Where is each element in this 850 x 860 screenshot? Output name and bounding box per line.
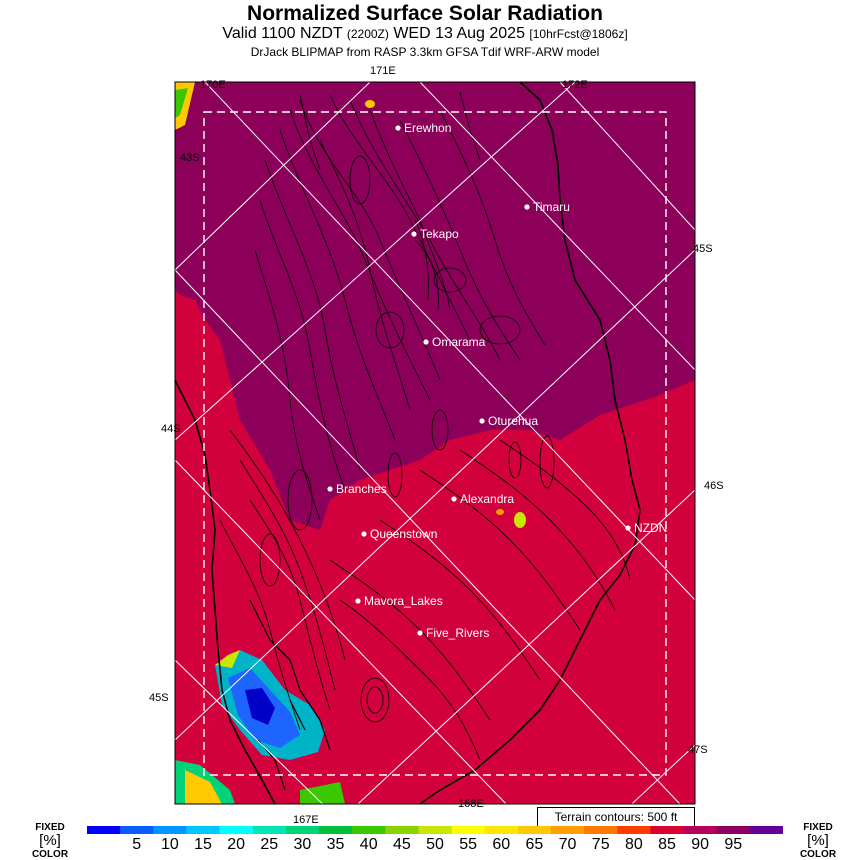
- site-dot-omarama: [423, 339, 428, 344]
- colorbar-tick-label: 35: [326, 836, 345, 853]
- site-dot-five-rivers: [417, 630, 422, 635]
- colorbar-tick-label: 60: [492, 836, 511, 853]
- colorbar-swatch: [518, 826, 552, 834]
- site-label: Erewhon: [404, 121, 452, 135]
- colorbar-swatch: [452, 826, 486, 834]
- site-dot-timaru: [524, 204, 529, 209]
- colorbar-swatch: [87, 826, 121, 834]
- site-label: Tekapo: [420, 227, 459, 241]
- valid-date: WED 13 Aug 2025: [393, 25, 525, 42]
- colorbar-tick-label: 90: [691, 836, 710, 853]
- colorbar-tick-label: 70: [558, 836, 577, 853]
- lat-label-43s: 43S: [180, 152, 200, 164]
- colorbar-tick-label: 10: [160, 836, 179, 853]
- lon-label-167e: 167E: [293, 814, 319, 826]
- colorbar-tick-label: 25: [260, 836, 279, 853]
- colorbar-swatch: [750, 826, 783, 834]
- colorbar-swatch: [485, 826, 519, 834]
- lat-label-45s-left: 45S: [149, 692, 169, 704]
- lat-label-45s-right: 45S: [693, 243, 713, 255]
- site-dot-tekapo: [411, 231, 416, 236]
- site-dot-queenstown: [361, 531, 366, 536]
- colorbar-swatch: [220, 826, 254, 834]
- colorbar: [87, 826, 783, 836]
- lat-label-47s: 47S: [688, 744, 708, 756]
- colorbar-swatch: [286, 826, 320, 834]
- unit-label-right: [%]: [807, 832, 829, 849]
- colorbar-tick-label: 65: [525, 836, 544, 853]
- colorbar-swatch: [650, 826, 684, 834]
- lon-label-171e: 171E: [370, 65, 396, 77]
- colorbar-tick-label: 40: [359, 836, 378, 853]
- lat-label-46s: 46S: [704, 480, 724, 492]
- site-dot-mavora-lakes: [355, 598, 360, 603]
- colorbar-swatch: [584, 826, 618, 834]
- colorbar-swatch: [319, 826, 353, 834]
- site-label: Five_Rivers: [426, 626, 490, 640]
- site-dot-oturehua: [479, 418, 484, 423]
- forecast-info: [10hrFcst@1806z]: [529, 27, 628, 41]
- lon-label-172e: 172E: [562, 79, 588, 91]
- model-line: DrJack BLIPMAP from RASP 3.3km GFSA Tdif WRF-ARW model: [250, 45, 600, 59]
- colorbar-tick-label: 75: [591, 836, 610, 853]
- lon-label-170e: 170E: [200, 79, 226, 91]
- colorbar-swatch: [186, 826, 220, 834]
- fixed-label-left: FIXED: [35, 822, 65, 833]
- color-label-left: COLOR: [31, 849, 69, 860]
- site-label: Oturehua: [488, 414, 539, 428]
- colorbar-tick-label: 95: [724, 836, 743, 853]
- colorbar-tick-label: 30: [293, 836, 312, 853]
- site-label: NZDN: [634, 521, 668, 535]
- colorbar-swatch: [153, 826, 187, 834]
- colorbar-tick-label: 45: [392, 836, 411, 853]
- colorbar-tick-label: 5: [132, 836, 142, 853]
- colorbar-swatch: [617, 826, 651, 834]
- colorbar-swatch: [253, 826, 287, 834]
- colorbar-tick-label: 85: [658, 836, 676, 853]
- chart-title: Normalized Surface Solar Radiation: [247, 2, 603, 25]
- colorbar-tick-label: 55: [459, 836, 478, 853]
- field-spot-alexandra: [514, 512, 526, 528]
- site-dot-branches: [327, 486, 332, 491]
- fixed-label-right: FIXED: [803, 822, 833, 833]
- colorbar-swatch: [385, 826, 419, 834]
- colorbar-tick-label: 15: [194, 836, 212, 853]
- colorbar-swatch: [717, 826, 751, 834]
- colorbar-tick-label: 20: [227, 836, 246, 853]
- site-label: Timaru: [533, 200, 570, 214]
- site-label: Alexandra: [460, 492, 515, 506]
- unit-label-left: [%]: [39, 832, 61, 849]
- colorbar-tick-label: 50: [426, 836, 444, 853]
- colorbar-tick-label: 80: [624, 836, 643, 853]
- terrain-contour-note: Terrain contours: 500 ft: [537, 807, 695, 827]
- site-dot-erewhon: [395, 125, 400, 130]
- colorbar-right-caption: [796, 822, 840, 860]
- colorbar-swatch: [120, 826, 154, 834]
- lat-label-44s: 44S: [161, 423, 181, 435]
- field-spot-alexandra-2: [496, 509, 504, 515]
- valid-utc: (2200Z): [346, 27, 389, 41]
- color-label-right: COLOR: [799, 849, 837, 860]
- valid-prefix: Valid 1100 NZDT: [222, 25, 343, 42]
- field-spot-north: [365, 100, 375, 108]
- colorbar-swatch: [684, 826, 718, 834]
- lon-label-168e: 168E: [458, 798, 484, 810]
- colorbar-swatch: [551, 826, 585, 834]
- site-label: Branches: [336, 482, 387, 496]
- site-dot-alexandra: [451, 496, 456, 501]
- site-label: Omarama: [432, 335, 486, 349]
- site-label: Mavora_Lakes: [364, 594, 443, 608]
- colorbar-left-caption: [30, 822, 70, 860]
- site-dot-nzdn: [625, 525, 630, 530]
- colorbar-swatch: [352, 826, 386, 834]
- colorbar-swatch: [418, 826, 452, 834]
- site-label: Queenstown: [370, 527, 438, 541]
